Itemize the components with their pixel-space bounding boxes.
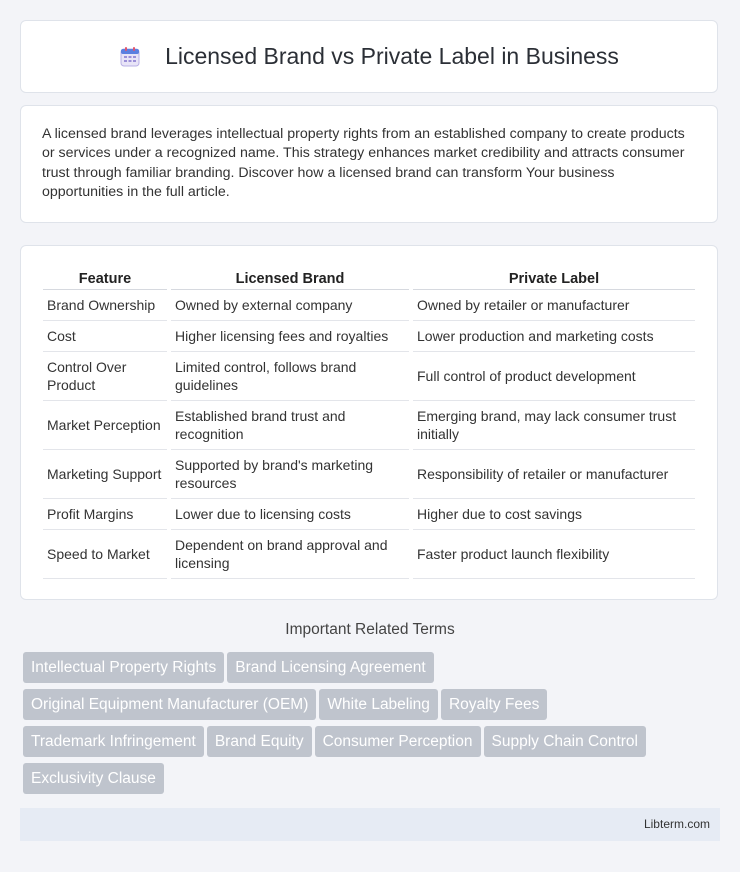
table-cell: Brand Ownership [43,290,167,321]
table-header-row [43,268,695,290]
table-row [43,290,695,321]
table-row [43,401,695,450]
tag-intellectual-property-rights[interactable]: Intellectual Property Rights [23,652,224,683]
table-cell: Faster product launch flexibility [413,530,695,579]
table-row [43,352,695,401]
footer-site-link[interactable]: Libterm.com [643,817,710,831]
related-terms-title: Important Related Terms [285,621,455,638]
table-cell: Limited control, follows brand guidelines [171,352,409,401]
column-header: Licensed Brand [171,268,409,290]
table-cell: Owned by external company [171,290,409,321]
table-cell: Higher licensing fees and royalties [171,321,409,352]
page-title: Licensed Brand vs Private Label in Business [165,43,619,69]
table-cell: Control Over Product [43,352,167,401]
table-row [43,450,695,499]
table-cell: Lower due to licensing costs [171,499,409,530]
table-cell: Responsibility of retailer or manufacturer [413,450,695,499]
tag-trademark-infringement[interactable]: Trademark Infringement [23,726,204,757]
table-cell: Market Perception [43,401,167,450]
tag-consumer-perception[interactable]: Consumer Perception [315,726,481,757]
tag-supply-chain-control[interactable]: Supply Chain Control [484,726,646,757]
comparison-table [39,268,699,579]
table-cell: Established brand trust and recognition [171,401,409,450]
table-cell: Higher due to cost savings [413,499,695,530]
table-cell: Speed to Market [43,530,167,579]
table-cell: Emerging brand, may lack consumer trust initially [413,401,695,450]
table-cell: Cost [43,321,167,352]
calendar-icon [119,46,141,68]
column-header: Feature [43,268,167,290]
table-cell: Profit Margins [43,499,167,530]
table-row [43,499,695,530]
tag-royalty-fees[interactable]: Royalty Fees [441,689,547,720]
table-cell: Lower production and marketing costs [413,321,695,352]
tag-white-labeling[interactable]: White Labeling [319,689,438,720]
table-row [43,321,695,352]
tag-oem[interactable]: Original Equipment Manufacturer (OEM) [23,689,316,720]
footer [20,808,720,841]
comparison-table-card [20,245,718,600]
intro-card [20,105,718,223]
header-card [20,20,718,93]
tag-exclusivity-clause[interactable]: Exclusivity Clause [23,763,164,794]
column-header: Private Label [413,268,695,290]
table-cell: Dependent on brand approval and licensing [171,530,409,579]
table-cell: Marketing Support [43,450,167,499]
tag-brand-licensing-agreement[interactable]: Brand Licensing Agreement [227,652,433,683]
table-cell: Full control of product development [413,352,695,401]
table-row [43,530,695,579]
table-cell: Supported by brand's marketing resources [171,450,409,499]
related-terms-tags [23,652,713,800]
tag-brand-equity[interactable]: Brand Equity [207,726,312,757]
table-cell: Owned by retailer or manufacturer [413,290,695,321]
intro-text: A licensed brand leverages intellectual property rights from an established company to create products or services under a recognized name. This strategy enhances market credibility and attracts consumer trust through familiar branding. Discover how a licensed brand can transform Your business opportunities in the full article. [42,126,685,200]
